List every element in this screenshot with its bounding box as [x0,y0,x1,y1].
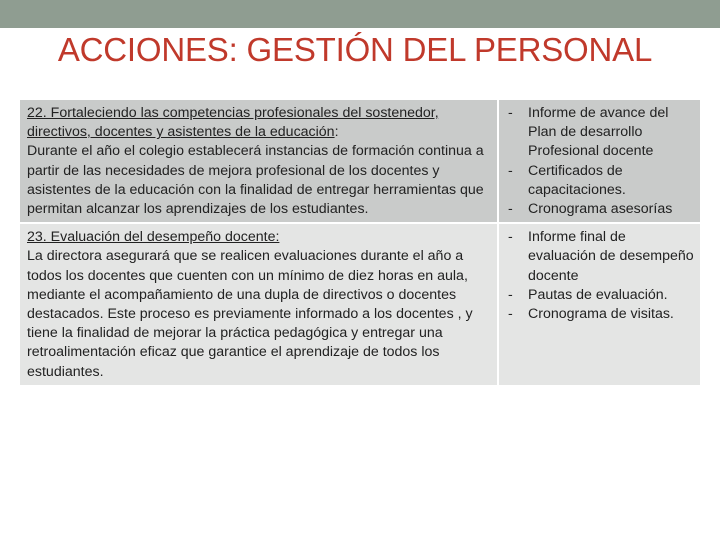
bullet-dash: - [508,306,513,323]
evidence-text: Informe de avance del Plan de desarrollo Profesional docente [528,105,669,160]
action-body: La directora asegurará que se realicen evaluaciones durante el año a todos los docentes que cuenten con un mínimo de diez horas en aula, mediante el acompañamiento de una dupla de directivos o docentes destacados. Este proceso es previamente informado a los docentes , y tiene la finalidad de mejorar la práctica pedagógica y entregar una retroalimentación eficaz que garantice el aprendizaje de todos los estudiantes. [27,248,473,380]
action-heading: 22. Fortaleciendo las competencias profesionales del sostenedor, directivos, docentes y asistentes de la educación [27,105,439,141]
evidence-cell [498,223,700,385]
evidence-text: Certificados de capacitaciones. [528,162,626,198]
evidence-item [506,200,694,219]
evidence-item [506,104,694,162]
top-banner [0,0,720,28]
bullet-dash: - [508,229,513,246]
action-heading-suffix: : [334,124,339,141]
bullet-dash: - [508,286,513,303]
evidence-item [506,162,694,200]
evidence-list [506,104,694,219]
actions-table [20,100,700,385]
evidence-item [506,228,694,286]
evidence-item [506,305,694,324]
evidence-list [506,228,694,324]
evidence-text: Pautas de evaluación. [528,286,668,303]
action-description-cell [20,223,498,385]
evidence-cell [498,100,700,223]
table-row [20,100,700,223]
evidence-text: Informe final de evaluación de desempeño docente [528,229,694,284]
evidence-item [506,286,694,305]
action-description-cell [20,100,498,223]
table-row [20,223,700,385]
bullet-dash: - [508,162,513,179]
slide-title: ACCIONES: GESTIÓN DEL PERSONAL [57,31,653,68]
bullet-dash: - [508,105,513,121]
bullet-dash: - [508,201,513,218]
action-body: Durante el año el colegio establecerá instancias de formación continua a partir de las necesidades de mejora profesional de los docentes y asistentes de la educación con la finalidad de entregar herramientas que permitan alcanzar los aprendizajes de los estudiantes. [27,143,484,218]
action-heading: 23. Evaluación del desempeño docente: [27,229,280,246]
evidence-text: Cronograma asesorías [528,201,673,218]
evidence-text: Cronograma de visitas. [528,306,674,323]
